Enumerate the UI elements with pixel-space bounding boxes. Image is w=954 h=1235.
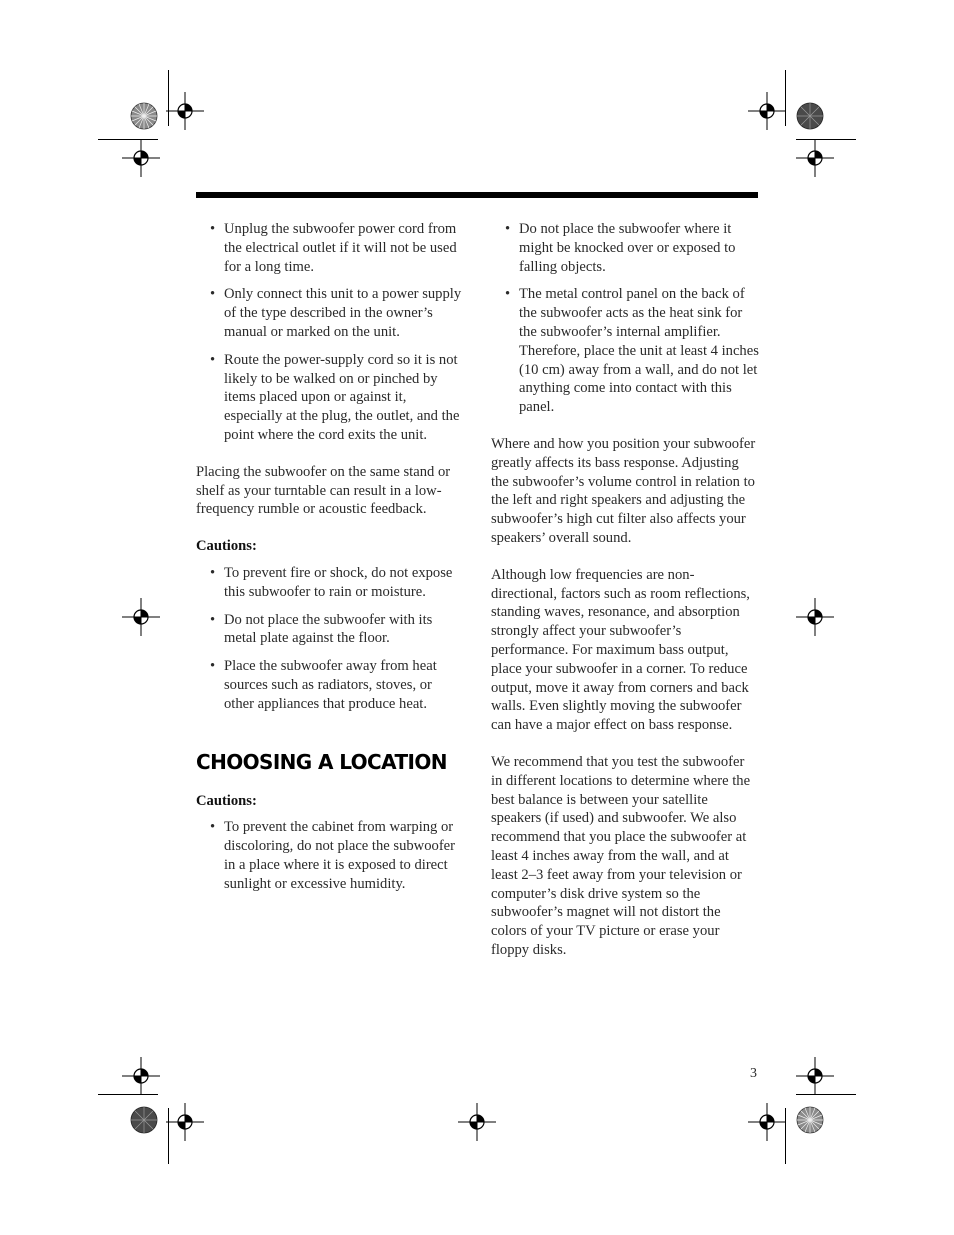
registration-crosshair-icon xyxy=(166,1103,204,1141)
registration-crosshair-icon xyxy=(748,92,786,130)
crop-line xyxy=(796,1094,856,1095)
list-item: • Place the subwoofer away from heat sources such as radiators, stoves, or other appliances that produce heat. xyxy=(196,657,464,713)
color-bar-starburst-icon xyxy=(130,102,158,130)
list-item: • To prevent the cabinet from warping or discoloring, do not place the subwoofer in a place where it is exposed to direct sunlight or excessive humidity. xyxy=(196,818,464,893)
registration-crosshair-icon xyxy=(122,139,160,177)
left-column xyxy=(196,220,464,903)
registration-crosshair-icon xyxy=(166,92,204,130)
crop-line xyxy=(168,70,169,126)
crop-line xyxy=(168,1108,169,1164)
list-item: • The metal control panel on the back of the subwoofer acts as the heat sink for the subwoofer’s internal amplifier. Therefore, place the unit at least 4 inches (10 cm) away from a wall, and do not let anything come into contact with this panel. xyxy=(491,285,759,417)
bullet-list-power xyxy=(196,220,464,445)
cautions-label: Cautions: xyxy=(196,538,257,555)
list-item: • Do not place the subwoofer where it might be knocked over or exposed to falling objects. xyxy=(491,220,759,276)
header-rule xyxy=(196,192,758,198)
paragraph-recommend: We recommend that you test the subwoofer in different locations to determine where the best balance is between your satellite speakers (if used) and subwoofer. We also recommend that you place the subwoofer at least 4 inches away from the wall, and at least 2–3 feet away from your television or computer’s disk drive system so the subwoofer’s magnet will not distort the colors of your TV picture or erase your floppy disks. xyxy=(491,753,751,958)
list-item: • Only connect this unit to a power supply of the type described in the owner’s manual or marked on the unit. xyxy=(196,285,464,341)
crop-line xyxy=(98,1094,158,1095)
registration-crosshair-icon xyxy=(796,1057,834,1095)
color-bar-starburst-icon xyxy=(796,1106,824,1134)
paragraph-position: Where and how you position your subwoofer greatly affects its bass response. Adjusting the subwoofer’s volume control in relation to the left and right speakers and adjusting the subwoofer’s high cut filter also affects your speakers’ overall sound. xyxy=(491,435,756,546)
page-number: 3 xyxy=(750,1066,757,1081)
list-item: • Do not place the subwoofer with its metal plate against the floor. xyxy=(196,611,464,649)
registration-crosshair-icon xyxy=(122,1057,160,1095)
color-bar-starburst-icon xyxy=(796,102,824,130)
bullet-list-location-cautions xyxy=(196,818,464,893)
list-item: • To prevent fire or shock, do not expose this subwoofer to rain or moisture. xyxy=(196,564,464,602)
registration-crosshair-icon xyxy=(796,598,834,636)
list-item: • Unplug the subwoofer power cord from the electrical outlet if it will not be used for a long time. xyxy=(196,220,464,276)
right-column xyxy=(491,220,759,978)
registration-crosshair-icon xyxy=(796,139,834,177)
registration-crosshair-icon xyxy=(458,1103,496,1141)
bullet-list-cautions xyxy=(196,564,464,714)
crop-line xyxy=(785,1108,786,1164)
registration-crosshair-icon xyxy=(748,1103,786,1141)
color-bar-starburst-icon xyxy=(130,1106,158,1134)
list-item: • Route the power-supply cord so it is not likely to be walked on or pinched by items placed upon or against it, especially at the plug, the outlet, and the point where the cord exits the unit. xyxy=(196,351,464,445)
cautions-label: Cautions: xyxy=(196,792,257,809)
crop-line xyxy=(796,139,856,140)
crop-line xyxy=(98,139,158,140)
paragraph-low-frequencies: Although low frequencies are non-directional, factors such as room reflections, standing waves, resonance, and absorption strongly affect your subwoofer’s performance. For maximum bass output, place your subwoofer in a corner. To reduce output, move it away from corners and back walls. Even slightly moving the subwoofer can have a major effect on bass response. xyxy=(491,566,750,734)
crop-line xyxy=(785,70,786,126)
paragraph-turntable: Placing the subwoofer on the same stand or shelf as your turntable can result in a low-frequency rumble or acoustic feedback. xyxy=(196,463,451,518)
section-heading: CHOOSING A LOCATION xyxy=(196,749,447,774)
bullet-list-placement xyxy=(491,220,759,417)
registration-crosshair-icon xyxy=(122,598,160,636)
